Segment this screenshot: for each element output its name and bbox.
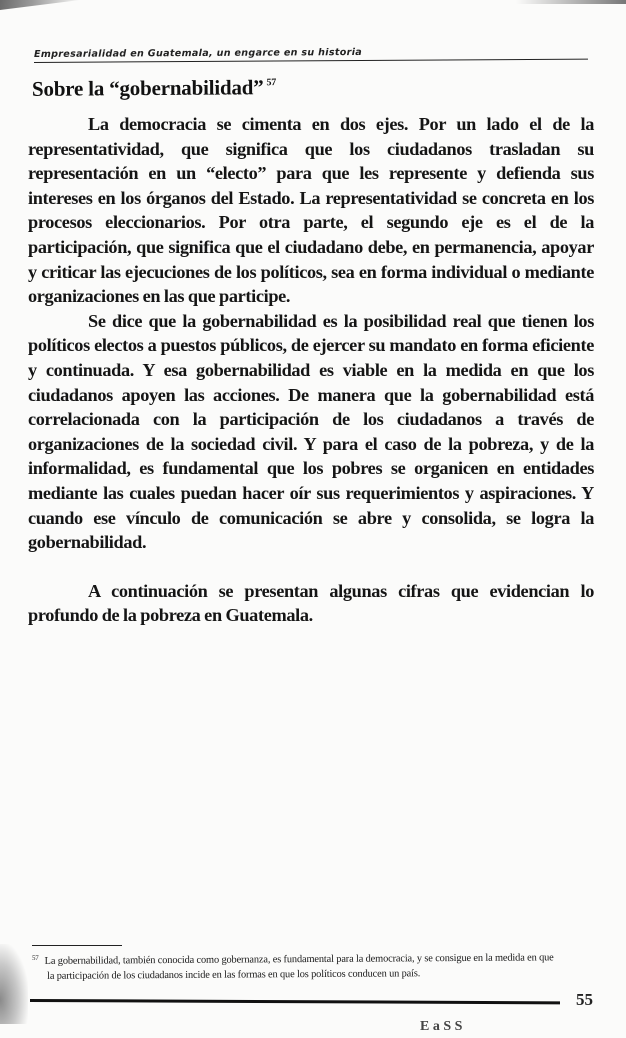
bleed-through-text: E a S S	[420, 1019, 463, 1034]
scan-shadow-top-left	[0, 0, 80, 10]
footnote-reference[interactable]: 57	[266, 77, 277, 89]
footnote-line-1: La gobernabilidad, también conocida como gobernanza, es fundamental para la democracia, y se consigue en la medida en que	[44, 952, 554, 967]
page-number: 55	[576, 990, 593, 1009]
footnote-divider	[32, 945, 122, 946]
footnote-line-2: la participación de los ciudadanos incide en las formas en que los políticos conducen un país.	[47, 968, 421, 982]
section-title	[32, 75, 276, 102]
section-title-text: Sobre la “gobernabilidad”	[31, 75, 264, 101]
footnote	[32, 947, 598, 984]
footer-divider	[30, 999, 560, 1004]
scan-shadow-top-right	[516, 0, 626, 4]
paragraph: La democracia se cimenta en dos ejes. Por un lado el de la representatividad, que significa que los ciudadanos trasladan su representación en un “electo” para que les represente y defienda sus intereses en los órganos del Estado. La representatividad se concreta en los procesos eleccionarios. Por otra parte, el segundo eje es el de la participación, que significa que el ciudadano debe, en permanencia, apoyar y criticar las ejecuciones de los políticos, sea en forma individual o mediante organizaciones en las que participe.	[28, 114, 594, 307]
running-header-text: Empresarialidad en Guatemala, un engarce en su historia	[33, 46, 363, 61]
footnote-mark: 57	[31, 953, 39, 962]
scan-shadow-bottom-left	[0, 944, 28, 1024]
running-header	[34, 41, 588, 63]
paragraph: Se dice que la gobernabilidad es la posibilidad real que tienen los políticos electos a puestos públicos, de ejercer su mandato en forma eficiente y continuada. Y esa gobernabilidad es viable en la medida en que los ciudadanos apoyen las acciones. De manera que la gobernabilidad está correlacionada con la participación de los ciudadanos a través de organizaciones de la sociedad civil. Y para el caso de la pobreza, y de la informalidad, es fundamental que los pobres se organicen en entidades mediante las cuales puedan hacer oír sus requerimientos y aspiraciones. Y cuando ese vínculo de comunicación se abre y consolida, se logra la gobernabilidad.	[28, 310, 594, 553]
paragraph: A continuación se presentan algunas cifras que evidencian lo profundo de la pobreza en Guatemala.	[28, 580, 594, 626]
body-text	[28, 112, 594, 628]
